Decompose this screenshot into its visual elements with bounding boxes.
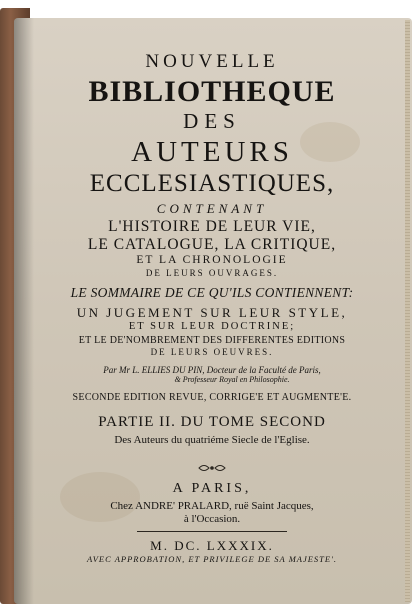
edition-line: SECONDE EDITION REVUE, CORRIGE'E ET AUGMENTE'E. — [72, 391, 352, 403]
title-ecclesiastiques: ECCLESIASTIQUES, — [89, 170, 335, 197]
title-page-text — [40, 42, 384, 587]
imprint-city: A PARIS, — [172, 480, 252, 496]
book — [0, 2, 412, 610]
imprint-shop-sign: à l'Occasion. — [183, 512, 241, 525]
subtitle-sommaire: LE SOMMAIRE DE CE QU'ILS CONTIENNENT: — [70, 284, 354, 300]
volume-subject-line: Des Auteurs du quatriéme Siecle de l'Eglise. — [114, 433, 310, 446]
subtitle-chronologie: ET LA CHRONOLOGIE — [136, 254, 288, 266]
title-nouvelle: NOUVELLE — [145, 51, 279, 72]
imprint-divider — [137, 531, 287, 532]
printer-ornament-icon — [197, 460, 227, 470]
subtitle-denombrement: ET LE DE'NOMBREMENT DES DIFFERENTES EDITIONS — [78, 334, 346, 346]
privilege-line: AVEC APPROBATION, ET PRIVILEGE DE SA MAJESTE'. — [86, 553, 338, 564]
page-fore-edge — [405, 20, 410, 602]
subtitle-ouvrages: DE LEURS OUVRAGES. — [145, 267, 279, 278]
imprint-date: M. DC. LXXXIX. — [150, 537, 274, 553]
title-auteurs: AUTEURS — [131, 136, 293, 168]
author-title-line: & Professeur Royal en Philosophie. — [174, 374, 290, 384]
author-line: Par Mr L. ELLIES DU PIN, Docteur de la Faculté de Paris, — [103, 364, 321, 375]
subtitle-doctrine: ET SUR LEUR DOCTRINE; — [128, 321, 296, 332]
gutter-shadow — [14, 18, 34, 604]
subtitle-oeuvres: DE LEURS OEUVRES. — [150, 346, 274, 357]
title-bibliotheque: BIBLIOTHEQUE — [88, 75, 336, 108]
subtitle-contenant: CONTENANT — [156, 201, 268, 216]
subtitle-histoire: L'HISTOIRE DE LEUR VIE, — [108, 218, 316, 235]
subtitle-jugement: UN JUGEMENT SUR LEUR STYLE, — [76, 305, 348, 320]
subtitle-catalogue: LE CATALOGUE, LA CRITIQUE, — [87, 235, 337, 253]
imprint-printer: Chez ANDRE' PRALARD, ruë Saint Jacques, — [110, 499, 314, 512]
title-des: DES — [183, 109, 241, 133]
volume-part-line: PARTIE II. DU TOME SECOND — [98, 413, 326, 430]
